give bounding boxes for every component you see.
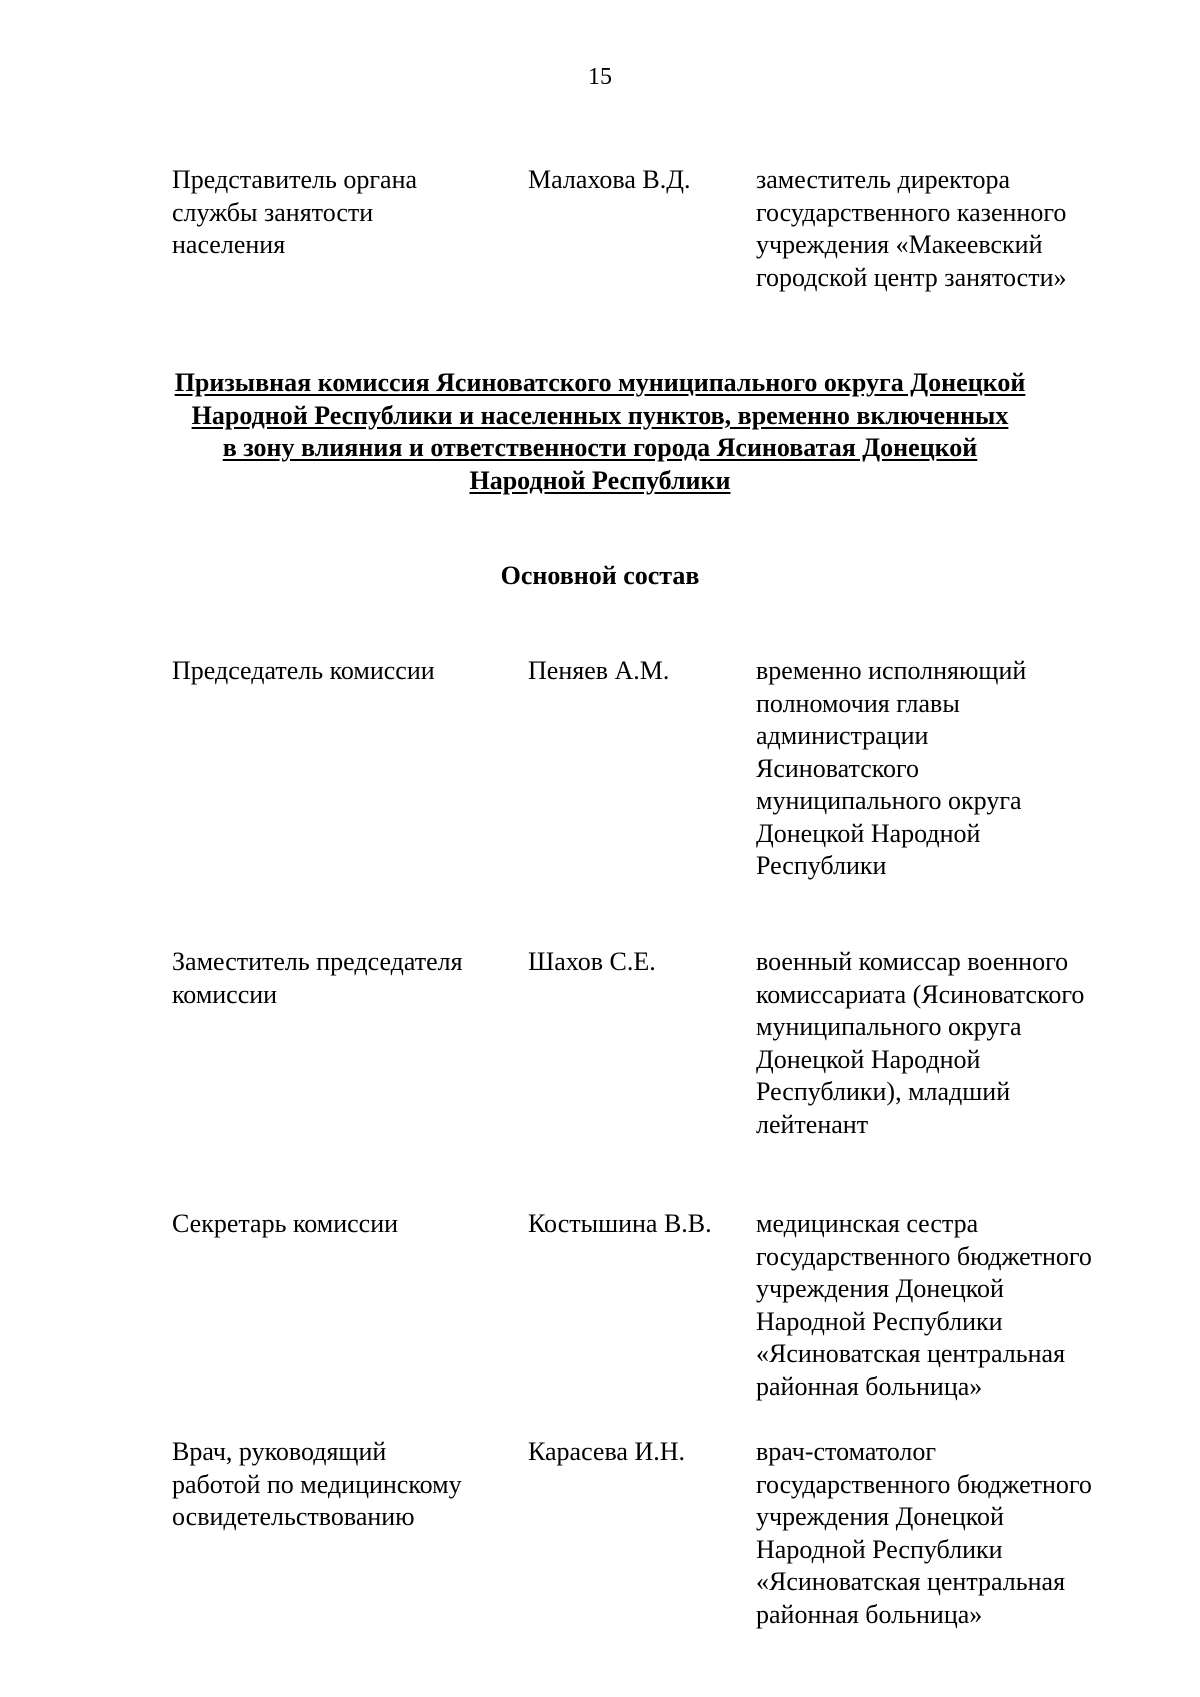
member-description — [756, 164, 1132, 294]
description-line: государственного бюджетного — [756, 1469, 1092, 1499]
description-line: Республики — [756, 851, 887, 880]
description-line: муниципального округа — [756, 1012, 1022, 1041]
description-line: районная больница» — [756, 1371, 983, 1401]
member-role — [172, 164, 502, 262]
description-line: районная больница» — [756, 1599, 983, 1629]
member-role — [172, 655, 502, 688]
section-title-line: в зону влияния и ответственности города Ясиноватая Донецкой — [222, 433, 978, 462]
page-number: 15 — [588, 64, 612, 90]
section-title-line: Народной Республики и населенных пунктов, временно включенных — [191, 400, 1009, 430]
member-description — [756, 1436, 1132, 1631]
description-line: временно исполняющий — [756, 656, 1027, 685]
role-line: службы занятости — [172, 197, 374, 227]
role-line: комиссии — [172, 979, 278, 1009]
role-line: населения — [172, 230, 286, 259]
member-description — [756, 655, 1132, 883]
role-line: Заместитель председателя — [172, 947, 463, 976]
description-line: администрации — [756, 721, 929, 750]
member-name: Пеняев А.М. — [528, 656, 670, 685]
member-name: Шахов С.Е. — [528, 947, 656, 976]
description-line: медицинская сестра — [756, 1209, 979, 1238]
role-line: Врач, руководящий — [172, 1437, 387, 1466]
section-title-line: Призывная комиссия Ясиноватского муниципального округа Донецкой — [174, 368, 1026, 397]
section-title — [150, 367, 1050, 497]
description-line: Республики), младший — [756, 1077, 1011, 1106]
role-line: Секретарь комиссии — [172, 1209, 399, 1238]
section-title-line: Народной Республики — [469, 465, 731, 495]
description-line: Народной Республики — [756, 1534, 1003, 1564]
role-line: Представитель органа — [172, 165, 418, 194]
description-line: заместитель директора — [756, 165, 1011, 194]
description-line: Ясиноватского — [756, 753, 920, 783]
member-role — [172, 946, 502, 1011]
description-line: муниципального округа — [756, 786, 1022, 815]
description-line: государственного бюджетного — [756, 1241, 1092, 1271]
description-line: Донецкой Народной — [756, 818, 981, 848]
description-line: «Ясиноватская центральная — [756, 1567, 1066, 1596]
description-line: «Ясиноватская центральная — [756, 1339, 1066, 1368]
description-line: лейтенант — [756, 1109, 869, 1139]
description-line: Донецкой Народной — [756, 1044, 981, 1074]
member-description — [756, 946, 1132, 1141]
member-name: Костышина В.В. — [528, 1209, 712, 1238]
member-role — [172, 1208, 502, 1241]
description-line: городской центр занятости» — [756, 262, 1067, 292]
description-line: государственного казенного — [756, 197, 1067, 227]
description-line: комиссариата (Ясиноватского — [756, 979, 1085, 1009]
description-line: учреждения Донецкой — [756, 1274, 1004, 1303]
role-line: освидетельствованию — [172, 1502, 415, 1531]
member-name: Карасева И.Н. — [528, 1437, 686, 1466]
description-line: военный комиссар военного — [756, 947, 1069, 976]
member-role — [172, 1436, 502, 1534]
description-line: учреждения «Макеевский — [756, 230, 1043, 259]
role-line: Председатель комиссии — [172, 656, 435, 685]
description-line: врач-стоматолог — [756, 1437, 937, 1466]
subsection-title: Основной состав — [500, 561, 700, 590]
member-description — [756, 1208, 1132, 1403]
description-line: учреждения Донецкой — [756, 1502, 1004, 1531]
member-name: Малахова В.Д. — [528, 165, 691, 194]
description-line: Народной Республики — [756, 1306, 1003, 1336]
role-line: работой по медицинскому — [172, 1469, 462, 1499]
description-line: полномочия главы — [756, 688, 960, 718]
